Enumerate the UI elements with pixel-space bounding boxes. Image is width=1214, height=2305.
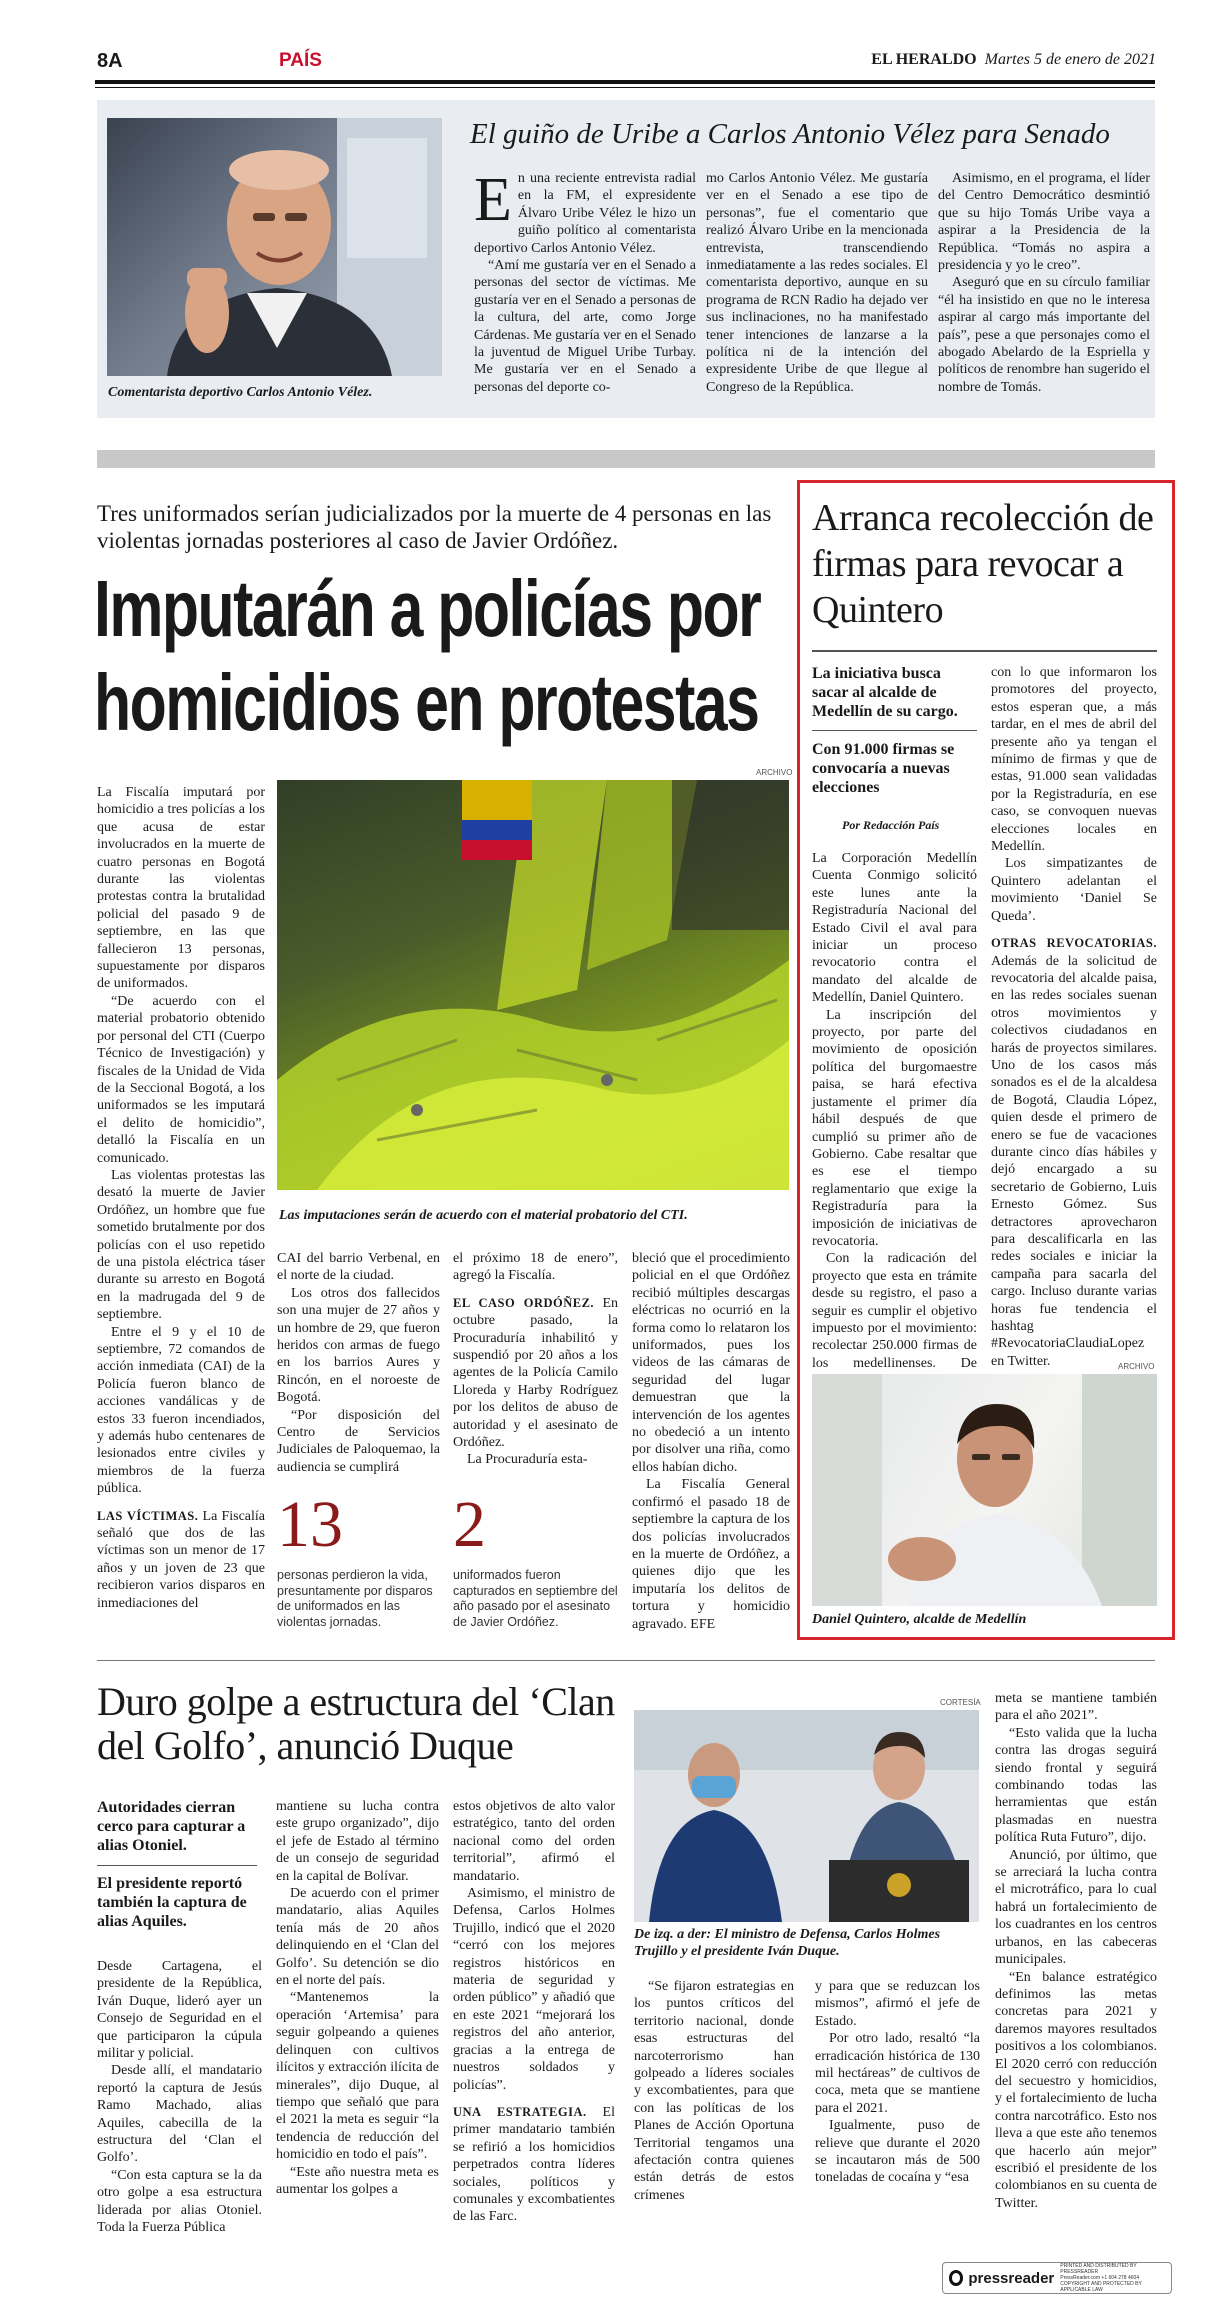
velez-portrait: [107, 118, 442, 376]
top-col3-p1: Asimismo, en el programa, el líder del Centro Democrático desmintió que su hijo Tomás Uribe vaya a aspirar a la Presidencia de la República. “Tomás no aspira a presidencia y yo le creo”.: [938, 171, 1150, 274]
fine-line-2: PressReader.com +1 604 278 4604: [1060, 2275, 1140, 2281]
top-col3-p2: Aseguró que en su círculo familiar “él ha insistido en que no le interesa aspirar al cargo más importante del país”, pese a que personajes como el abogado Abelardo de la Espriella y políticos de renombre han sugerido el nombre de Tomás.: [938, 275, 1150, 395]
masthead-date: [871, 51, 1156, 69]
pressreader-fineprint: [1060, 2263, 1165, 2293]
sidebar-col2-p2: Los simpatizantes de Quintero adelantan el movimiento ‘Daniel Se Queda’.: [991, 856, 1157, 924]
main-col4-p1: bleció que el procedimiento policial en el que Ordóñez recibió múltiples descargas eléctricas no ocurrió en la forma como lo relataron los uniformados, pues los videos de las cámaras de seguridad del lugar demuestran que la intervención de los agentes no obedeció a un intento por disolver una riña, como ellos habían dicho.: [632, 1251, 790, 1475]
bottom-col3-p3: [453, 2104, 615, 2226]
main-col2-p2: Los otros dos fallecidos son una mujer de 27 años y un hombre de 29, que fueron heridos con armas de fuego en los barrios Aures y Rincón, en el noroeste de Bogotá.: [277, 1285, 440, 1406]
bottom-sub1: Autoridades cierran cerco para capturar a alias Otoniel.: [97, 1799, 246, 1854]
main-photo-credit: ARCHIVO: [756, 768, 793, 777]
main-deck: Tres uniformados serían judicializados por la muerte de 4 personas en las violentas jornadas posteriores al caso de Javier Ordóñez.: [97, 501, 772, 553]
top-story-col2: [706, 170, 928, 396]
sidebar-caption: Daniel Quintero, alcalde de Medellín: [812, 1612, 1027, 1627]
bottom-col5-p1: y para que se reduzcan los mismos”, afirmó el jefe de Estado.: [815, 1979, 980, 2029]
main-col1-p5: [97, 1508, 265, 1612]
sidebar-photo-credit: ARCHIVO: [1118, 1362, 1155, 1371]
header-rule-thin: [95, 87, 1155, 88]
bottom-col3-p2: Asimismo, el ministro de Defensa, Carlos Holmes Trujillo, indicó que el 2020 “cerró con los mejores registros históricos en materia de seguridad y orden público” y añadió que en este 2021 “mejorará los registros del año anterior, gracias a la entrega de nuestros soldados y policías”.: [453, 1886, 615, 2093]
stat-13: [277, 1488, 442, 1630]
stat-13-text: personas perdieron la vida, presuntamente por disparos de uniformados en las violentas jornadas.: [277, 1568, 433, 1629]
main-col1-p3: Las violentas protestas las desató la muerte de Javier Ordóñez, un hombre que fue sometido brutalmente por dos policías con el uso repetido de una pistola eléctrica táser durante su arresto en Bogotá en la madrugada del 9 de septiembre.: [97, 1167, 265, 1323]
sidebar-col2-p3: [991, 935, 1157, 1370]
officials-image: [634, 1710, 979, 1922]
sidebar-col2-p1: con lo que informaron los promotores del proyecto, estos esperan que, a más tardar, en el mes de abril del presente año ya tengan el mínimo de firmas y que de estas, 91.000 sean validadas por la Registraduría, en ese caso, se convoquen nuevas elecciones locales en Medellín.: [991, 665, 1157, 855]
stat-13-number: 13: [277, 1488, 343, 1561]
sidebar-col1-p1: La Corporación Medellín Cuenta Conmigo solicitó este lunes ante la Registraduría Nacional del Estado Civil el aval para iniciar un proceso revocatorio contra el mandato del alcalde de Medellín, Daniel Quintero.: [812, 851, 977, 1006]
bottom-col4-p1: “Se fijaron estrategias en los puntos críticos del territorio nacional, donde esas estructuras del narcoterrorismo han golpeado a líderes sociales y excombatientes, para que con las políticas de los Planes de Acción Oportuna Territorial tengamos una afectación contra quienes están detrás de estos crímenes: [634, 1979, 794, 2203]
top-col1-p2: “Amí me gustaría ver en el Senado a personas del sector de víctimas. Me gustaría ver en el Senado a personas de la cultura, del arte, como Jorge Cárdenas. Me gustaría ver en el Senado la juventud de Miguel Uribe Turbay. Me gustaría ver en el Senado a personas del deporte co-: [474, 258, 696, 395]
bottom-col5-p3: Igualmente, puso de relieve que durante el 2020 se incautaron más de 500 toneladas de cocaína y “esa: [815, 2118, 980, 2186]
bottom-col1-p2: Desde allí, el mandatario reportó la captura de Jesús Ramo Machado, alias Aquiles, cabecilla de la estructura del ‘Clan el Golfo’.: [97, 2063, 262, 2166]
bottom-sub2: El presidente reportó también la captura de alias Aquiles.: [97, 1875, 247, 1930]
main-headline-line1: Imputarán a policías por: [94, 564, 761, 653]
stat-2-number: 2: [453, 1488, 486, 1561]
police-photo: [277, 780, 789, 1190]
quintero-photo: [812, 1374, 1157, 1606]
duque-photo: [634, 1710, 979, 1922]
bottom-col3-lead: UNA ESTRATEGIA.: [453, 2104, 587, 2119]
main-col1: [97, 784, 265, 1612]
main-col1-lead: LAS VÍCTIMAS.: [97, 1508, 199, 1523]
bottom-col1: [97, 1958, 262, 2237]
top-col1-p1: n una reciente entrevista radial en la FM, el expresidente Álvaro Uribe Vélez le hizo un guiño político al comentarista deportivo Carlos Antonio Vélez.: [474, 171, 696, 256]
bottom-col2-p1: mantiene su lucha contra este grupo organizado”, dijo el jefe de Estado al término de un consejo de seguridad en la capital de Bolívar.: [276, 1799, 439, 1884]
main-col3-p3: La Procuraduría esta-: [467, 1452, 588, 1468]
bottom-col3-p3-text: El primer mandatario también se refirió a los homicidios perpetrados contra líderes sociales, políticos y comunales y excombatientes de las Farc.: [453, 2104, 615, 2225]
stat-2: [453, 1488, 618, 1630]
top-story-col3: [938, 170, 1150, 396]
fine-line-3: COPYRIGHT AND PROTECTED BY APPLICABLE LAW: [1060, 2281, 1142, 2293]
main-col1-p1: La Fiscalía imputará por homicidio a tres policías a los que acusa de estar involucrados en la muerte de cuatro personas en Bogotá durante las violentas protestas contra la brutalidad policial del pasado 9 de septiembre, en las que fallecieron 13 personas, supuestamente por disparos de uniformados.: [97, 785, 265, 992]
paper-name: EL HERALDO: [871, 51, 977, 68]
drop-cap: E: [474, 166, 512, 234]
main-photo-caption: Las imputaciones serán de acuerdo con el material probatorio del CTI.: [279, 1208, 688, 1223]
pressreader-brand: pressreader: [968, 2269, 1055, 2287]
sidebar-col2: [991, 664, 1157, 1370]
sidebar-sub2: Con 91.000 firmas se convocaría a nuevas elecciones: [812, 741, 955, 796]
bottom-col5: [815, 1978, 980, 2187]
bottom-col6-p3: Anunció, por último, que se arreciará la lucha contra el microtráfico, para lo cual habrá un fortalecimiento de los cuadrantes en los centros urbanos, en las cabeceras municipales.: [995, 1847, 1157, 1968]
quintero-portrait: [812, 1374, 1157, 1606]
fine-line-1: PRINTED AND DISTRIBUTED BY PRESSREADER: [1060, 2263, 1137, 2275]
stat-2-text: uniformados fueron capturados en septiembre del año pasado por el asesinato de Javier Ordóñez.: [453, 1568, 618, 1629]
main-col2: [277, 1250, 440, 1476]
bottom-col2-p4: “Este año nuestra meta es aumentar los golpes a: [276, 2164, 439, 2197]
main-col3-p2-text: En octubre pasado, la Procuraduría inhabilitó y suspendió por 20 años a los agentes de la Policía Camilo Lloreda y Harby Rodríguez por los delitos de abuso de autoridad y el asesinato de Ordóñez.: [453, 1295, 618, 1451]
section-separator: [97, 450, 1155, 468]
bottom-headline: Duro golpe a estructura del ‘Clan del Golfo’, anunció Duque: [97, 1679, 615, 1768]
bottom-col1-p3: “Con esta captura se la da otro golpe a esa estructura liderada por alias Otoniel. Toda la Fuerza Pública: [97, 2167, 262, 2236]
sidebar-col1-p2: La inscripción del proyecto, por parte del movimiento de oposición política del burgomaestre paisa, se hará efectiva justamente el primer día hábil después de que cumplió su primer año de Gobierno. Cabe resaltar que es ese el tiempo reglamentario que exige la Registraduría para la imposición de iniciativas de revocatoria.: [812, 1007, 977, 1249]
sidebar-col2-p3-text: Además de la solicitud de revocatoria del alcalde paisa, en las redes sociales suenan otros movimientos y colectivos ciudadanos en harás de proyectos similares. Uno de los casos más sonados es el de la alcaldesa de Bogotá, Claudia López, quien desde el primero de enero se fue de vacaciones durante cinco días hábiles y dejó encargado a su secretario de Gobierno, Luis Ernesto Gómez. Sus detractores aprovecharon para descalificarla en las redes sociales e iniciar la campaña para sacarla del cargo. Incluso durante varias horas fue tendencia el hashtag #RevocatoriaClaudiaLopez en Twitter.: [991, 953, 1157, 1369]
top-story-caption: Comentarista deportivo Carlos Antonio Vélez.: [108, 385, 373, 400]
bottom-col2-p2: De acuerdo con el primer mandatario, alias Aquiles tenía más de 20 años delinquiendo en el ‘Clan del Golfo’. Su detención se dio en el norte del país.: [276, 1886, 439, 1989]
bottom-col6-p1: meta se mantiene también para el año 2021”.: [995, 1691, 1157, 1724]
bottom-col5-p2: Por otro lado, resaltó “la erradicación histórica de 130 mil hectáreas” de cultivos de coca, meta que se mantiene para el 2021.: [815, 2031, 980, 2116]
top-story-col1: [474, 166, 696, 396]
pressreader-badge[interactable]: [942, 2262, 1172, 2294]
bottom-col1-p1: Desde Cartagena, el presidente de la República, Iván Duque, lideró ayer un Consejo de Seguridad en el que participaron la cúpula militar y policial.: [97, 1959, 262, 2062]
bottom-sub-rule: [97, 1865, 257, 1866]
bottom-col2: [276, 1798, 439, 2198]
main-col1-p5-text: La Fiscalía señaló que dos de las víctimas son un menor de 17 años y un joven de 23 que recibieron varios disparos en inmediaciones del: [97, 1508, 265, 1611]
main-col3-lead: EL CASO ORDÓÑEZ.: [453, 1295, 595, 1310]
section-label: PAÍS: [279, 50, 322, 71]
bottom-col4: [634, 1978, 794, 2204]
main-col4-p2: La Fiscalía General confirmó el pasado 18 de septiembre la captura de los dos policías involucrados en la muerte de Ordóñez, a quienes dijo que les imputaría los delitos de tortura y homicidio agravado. EFE: [632, 1477, 790, 1632]
pressreader-logo-icon: [949, 2270, 963, 2286]
bottom-col6-p2: “Esto valida que la lucha contra las drogas seguirá siendo frontal y seguirá combinando todas las herramientas que están plasmadas en nuestra política Ruta Futuro”, dijo.: [995, 1725, 1157, 1846]
bottom-separator: [97, 1660, 1155, 1661]
bottom-photo-credit: CORTESÍA: [940, 1698, 981, 1707]
bottom-col3-p1: estos objetivos de alto valor estratégico, tanto del orden nacional como del orden territorial”, afirmó el mandatario.: [453, 1799, 615, 1884]
bottom-col2-p3: “Mantenemos la operación ‘Artemisa’ para seguir golpeando a quienes delinquen con cultivos ilícitos y extracción ilícita de minerales”, dijo Duque, al tiempo que señaló que para el 2021 la meta es seguir “la tendencia de reducción del homicidio en todo el país”.: [276, 1990, 439, 2163]
issue-date: Martes 5 de enero de 2021: [984, 51, 1156, 68]
main-col1-p4: Entre el 9 y el 10 de septiembre, 72 comandos de acción inmediata (CAI) de la Policía fueron blanco de acciones vandálicas y de estos 33 fueron incendiados, y además hubo centenares de lesionados entre civiles y miembros de la fuerza pública.: [97, 1324, 265, 1497]
sidebar-sub1: La iniciativa busca sacar al alcalde de Medellín de su cargo.: [812, 665, 958, 720]
main-col4: [632, 1250, 790, 1633]
top-story-title: El guiño de Uribe a Carlos Antonio Vélez para Senado: [470, 118, 1110, 150]
main-col1-p2: “De acuerdo con el material probatorio obtenido por personal del CTI (Cuerpo Técnico de Investigación) y fiscales de la Unidad de Vida de la Seccional Bogotá, a los uniformados se les imputará el delito de homicidio”, detalló la Fiscalía en un comunicado.: [97, 993, 265, 1166]
velez-photo: [107, 118, 442, 376]
main-col2-p3: “Por disposición del Centro de Servicios Judiciales de Paloquemao, la audiencia se cumplirá: [277, 1407, 440, 1475]
sidebar-col1-p3: Con la radicación del proyecto que esta en trámite desde su registro, el paso a seguir es cumplir el objetivo impuesto por el movimiento: recolectar 250.000 firmas de los medellinenses. De: [812, 1251, 977, 1371]
sidebar-headline-rule: [812, 650, 1157, 652]
main-headline-line2: homicidios en protestas: [94, 658, 759, 747]
main-col2-p1: CAI del barrio Verbenal, en el norte de la ciudad.: [277, 1251, 440, 1284]
sidebar-col1: [812, 850, 977, 1390]
main-col3: [453, 1250, 618, 1469]
bottom-col6-p4: “En balance estratégico definimos las metas concretas para 2021 y daremos mayores resultados positivos a los colombianos. El 2020 cerró con reducción del secuestro y homicidios, y el fortalecimiento de lucha contra narcotráfico. Esto nos lleva a que este año tenemos que hacerlo aún mejor” escribió el presidente de los colombianos en su cuenta de Twitter.: [995, 1969, 1157, 2211]
page-number: 8A: [97, 50, 123, 72]
sidebar-headline: Arranca recolección de firmas para revocar a Quintero: [812, 497, 1154, 631]
main-col3-p1: el próximo 18 de enero”, agregó la Fiscalía.: [453, 1251, 618, 1284]
header-rule: [95, 80, 1155, 84]
bottom-col3: [453, 1798, 615, 2226]
sidebar-sub-rule: [812, 730, 977, 731]
top-col2-p1: mo Carlos Antonio Vélez. Me gustaría ver en el Senado a ese tipo de personas”, fue el comentario que realizó Álvaro Uribe en la mencionada entrevista, transcendiendo inmediatamente a las redes sociales. El comentarista deportivo, aunque en su programa de RCN Radio ha dejado ver sus inclinaciones, no ha manifestado tener intenciones de lanzarse a la política ni de la intención del expresidente Uribe de que llegue al Congreso de la República.: [706, 171, 928, 395]
police-line-image: [277, 780, 789, 1190]
sidebar-col2-lead: OTRAS REVOCATORIAS.: [991, 936, 1157, 951]
bottom-col6: [995, 1690, 1157, 2212]
main-col3-p2: [453, 1295, 618, 1452]
bottom-photo-caption: De izq. a der: El ministro de Defensa, Carlos Holmes Trujillo y el presidente Iván Duque.: [634, 1927, 941, 1959]
sidebar-byline: Por Redacción País: [842, 818, 940, 832]
